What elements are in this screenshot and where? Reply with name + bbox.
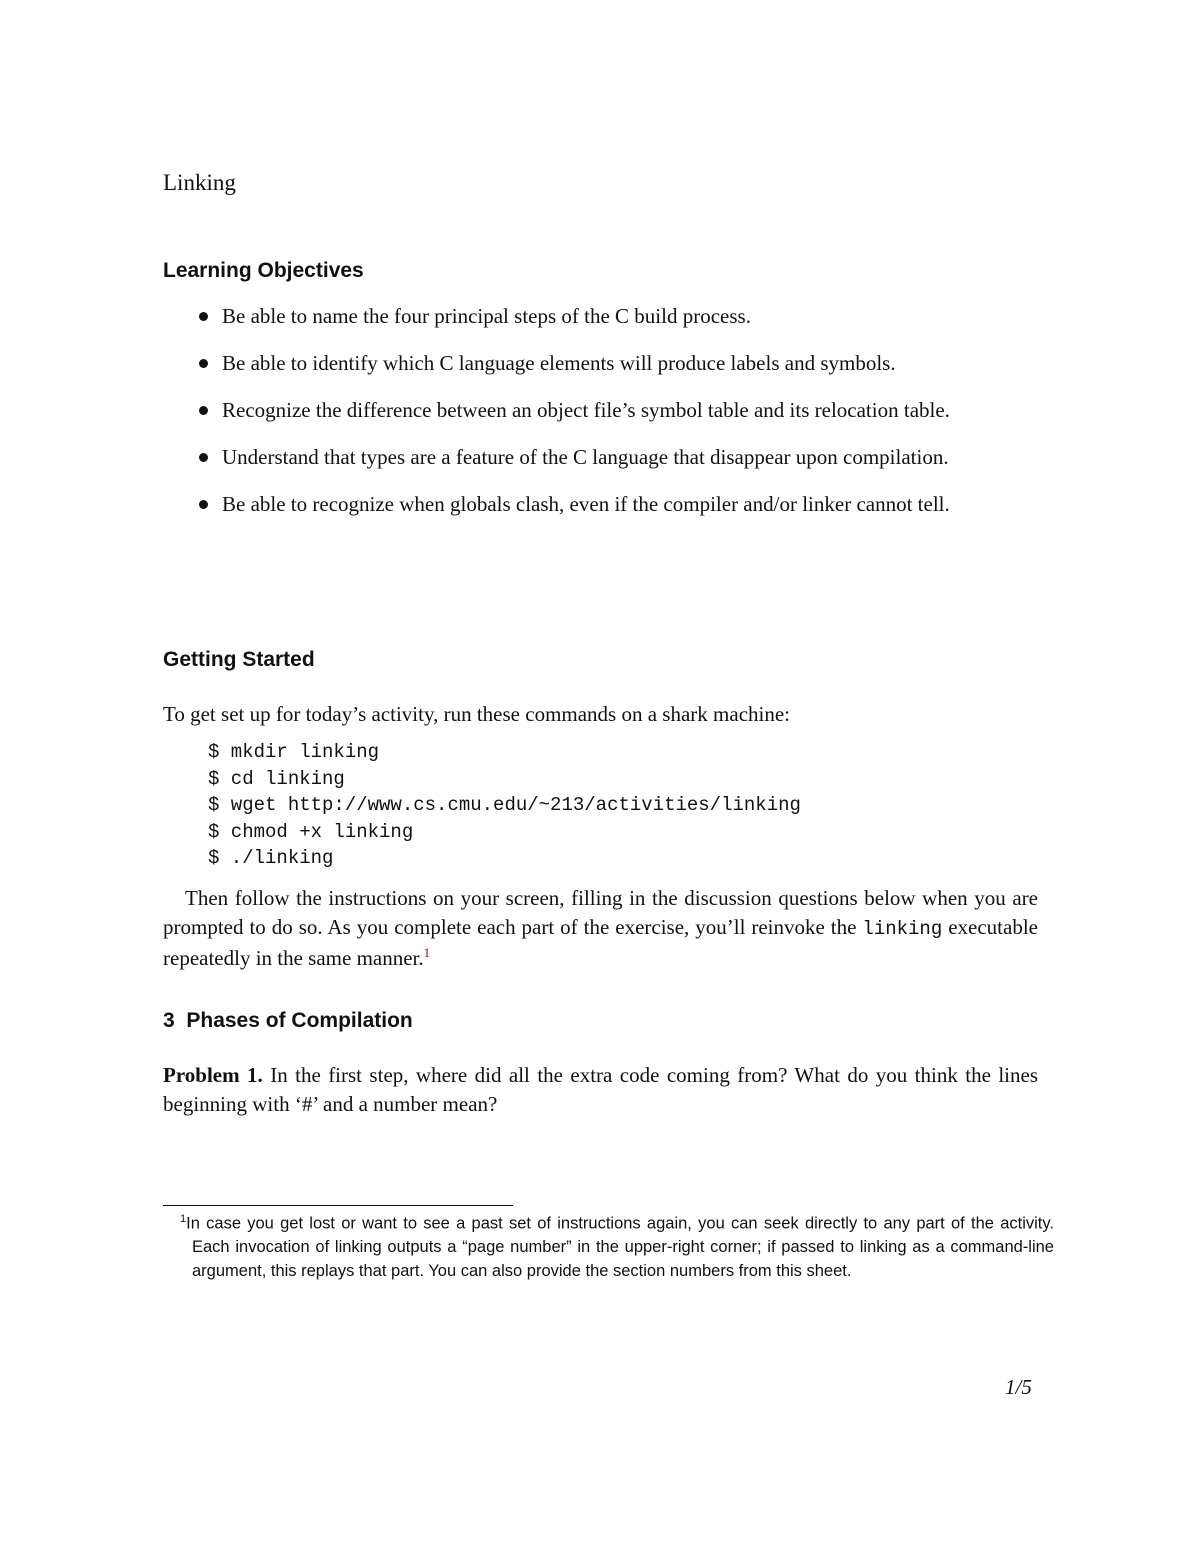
- bullet-icon: [199, 453, 208, 462]
- inline-code: linking: [862, 918, 943, 940]
- command-line: $ mkdir linking: [208, 741, 380, 763]
- command-line: $ ./linking: [208, 847, 334, 869]
- bullet-icon: [199, 406, 208, 415]
- footnote-marker: 1: [180, 1213, 187, 1225]
- list-item: Be able to recognize when globals clash, even if the compiler and/or linker cannot tell.: [163, 490, 1038, 519]
- getting-started-intro: To get set up for today’s activity, run these commands on a shark machine:: [163, 702, 791, 726]
- list-item: Understand that types are a feature of the C language that disappear upon compilation.: [163, 443, 1038, 472]
- command-line: $ wget http://www.cs.cmu.edu/~213/activities/linking: [208, 794, 801, 816]
- page-number: 1/5: [1005, 1375, 1032, 1399]
- document-title: Linking: [163, 170, 236, 195]
- command-line: $ chmod +x linking: [208, 820, 414, 843]
- problem-1: Problem 1. In the first step, where did all the extra code coming from? What do you think the lines beginning with ‘#’ and a number mean?: [163, 1063, 1038, 1116]
- list-item: Be able to identify which C language elements will produce labels and symbols.: [163, 349, 1038, 378]
- footnote-reference[interactable]: 1: [423, 945, 431, 960]
- bullet-icon: [199, 312, 208, 321]
- learning-objectives-list: [163, 302, 1038, 537]
- getting-started-followup: Then follow the instructions on your screen, filling in the discussion questions below when you are prompted to do so. As you complete each part of the exercise, you’ll reinvoke the linking executable repeatedly in the same manner.$^1$: [163, 886, 1038, 970]
- command-block: [208, 739, 801, 872]
- problem-label: Problem 1.: [163, 1063, 263, 1087]
- list-item: Be able to name the four principal steps of the C build process.: [163, 302, 1038, 331]
- bullet-icon: [199, 500, 208, 509]
- list-item: Recognize the difference between an object file’s symbol table and its relocation table.: [163, 396, 1038, 425]
- footnote: $^1$In case you get lost or want to see a past set of instructions again, you can seek directly to any part of the activity. Each invocation of linking outputs a “page number” in the upper-right corner; if passed to linking as a command-line argument, this replays that part. You can also provide the section numbers from this sheet.: [180, 1213, 1054, 1280]
- getting-started-heading: Getting Started: [163, 648, 315, 671]
- section-heading: 3 Phases of Compilation: [163, 1009, 413, 1032]
- footnote-divider: [163, 1205, 513, 1206]
- learning-objectives-heading: Learning Objectives: [163, 259, 364, 282]
- bullet-icon: [199, 359, 208, 368]
- command-line: $ cd linking: [208, 767, 345, 790]
